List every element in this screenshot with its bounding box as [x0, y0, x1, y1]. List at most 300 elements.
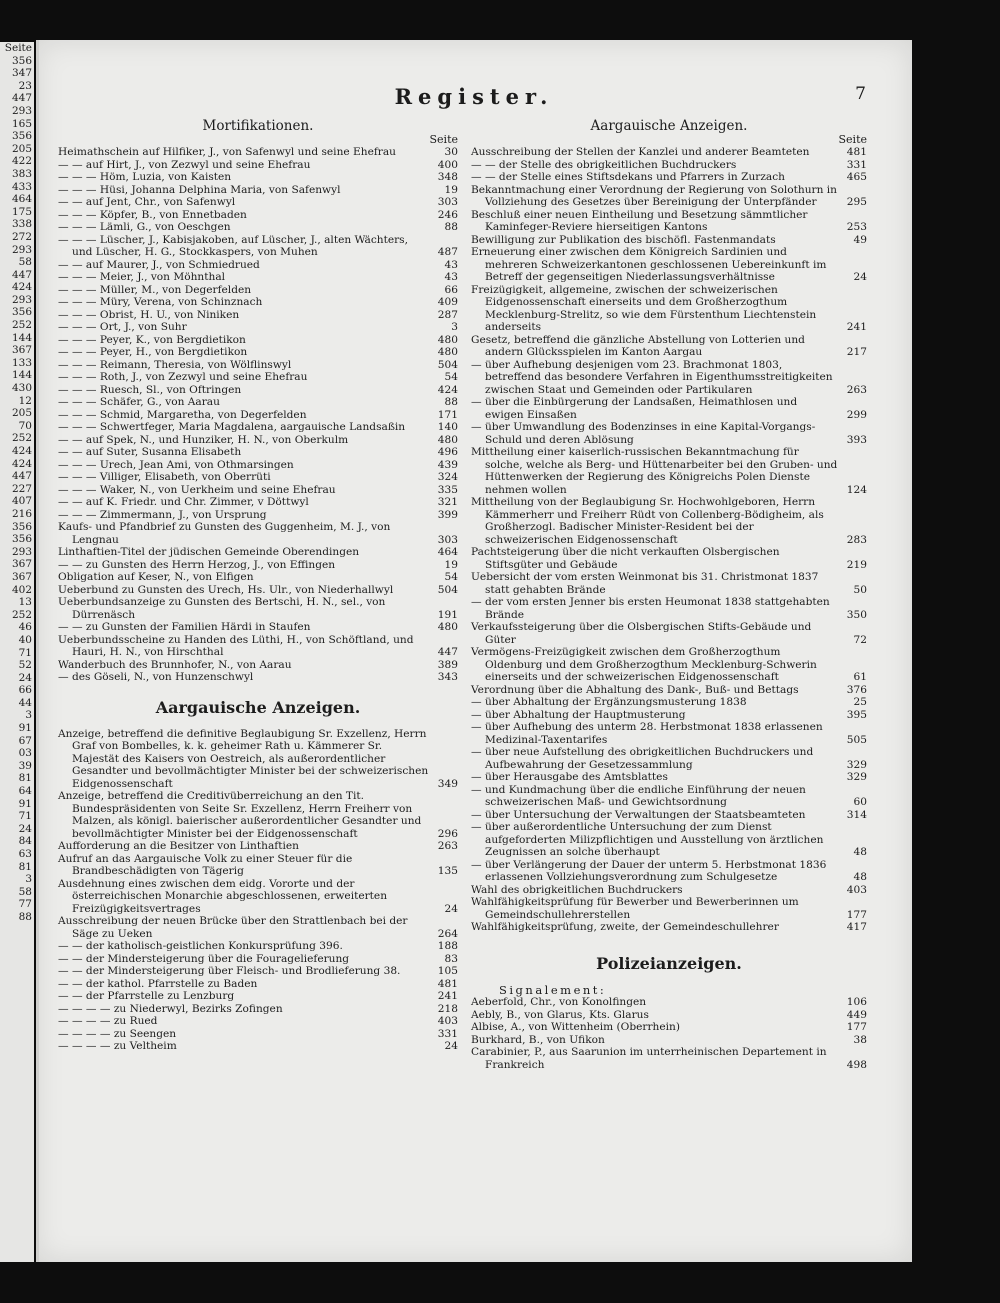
index-entry-page: 246 [437, 208, 458, 221]
index-entry [58, 521, 458, 546]
index-entry-page: 403 [437, 1015, 458, 1027]
previous-page-number: 252 [11, 319, 32, 332]
index-entry-page: 25 [853, 696, 867, 708]
index-entry-text: — — der Stelle eines Stiftsdekans und Pfarrers in Zurzach [471, 171, 785, 183]
index-entry [58, 509, 458, 522]
index-entry [58, 940, 458, 953]
previous-page-number: 356 [11, 306, 32, 319]
previous-page-number: 430 [11, 382, 32, 395]
index-entry [471, 146, 867, 159]
index-entry [471, 771, 867, 784]
index-entry-text: Ausdehnung eines zwischen dem eidg. Vororte und der österreichischen Monarchie abgeschlossenen, erweiterten Freizügigkeitsvertrages [58, 877, 391, 915]
index-entry-page: 449 [846, 1008, 867, 1021]
index-entry [471, 721, 867, 746]
index-entry-page: 321 [437, 496, 458, 508]
index-entry-text: Albise, A., von Wittenheim (Oberrhein) [471, 1021, 680, 1033]
index-entry-text: Erneuerung einer zwischen dem Königreich Sardinien und mehreren Schweizerkantonen geschlossenen Uebereinkunft im Betreff der gegenseitigen Niederlassungsverhältnisse [471, 246, 830, 283]
index-entry-page: 343 [437, 671, 458, 683]
index-entry-page: 263 [846, 383, 867, 396]
index-entry-page: 480 [437, 346, 458, 358]
index-entry-page: 335 [437, 483, 458, 496]
index-entry-page: 24 [853, 271, 867, 283]
index-entry-text: — — der Mindersteigerung über Fleisch- und Brodlieferung 38. [58, 965, 401, 977]
previous-page-number: 293 [11, 243, 32, 256]
index-entry-text: — über die Einbürgerung der Landsaßen, Heimathlosen und ewigen Einsaßen [471, 396, 801, 421]
previous-page-number: 3 [25, 873, 32, 886]
index-entry [58, 321, 458, 334]
index-entry [58, 621, 458, 634]
index-entry-page: 188 [437, 940, 458, 952]
index-entry [58, 346, 458, 359]
index-entry [58, 1040, 458, 1053]
index-entry [471, 546, 867, 571]
index-entry [471, 446, 867, 496]
index-entry-page: 124 [846, 483, 867, 496]
index-entry-page: 349 [437, 777, 458, 790]
index-entry-text: — — der Stelle des obrigkeitlichen Buchdruckers [471, 158, 737, 171]
index-entry-page: 177 [846, 908, 867, 921]
previous-page-number: 407 [11, 495, 32, 508]
index-entry-page: 399 [437, 508, 458, 521]
index-entry-text: Wanderbuch des Brunnhofer, N., von Aarau [58, 658, 292, 671]
index-entry-page: 106 [846, 996, 867, 1008]
previous-page-number: 03 [18, 747, 32, 760]
index-entry-page: 295 [846, 196, 867, 208]
index-entry-page: 263 [437, 840, 458, 852]
index-entry [471, 234, 867, 247]
index-entry [471, 396, 867, 421]
index-entry-text: — über außerordentliche Untersuchung der zum Dienst aufgeforderten Milizpflichtigen und Ausstellung von ärztlichen Zeugnissen an solche überhaupt [471, 821, 827, 858]
index-entry [471, 184, 867, 209]
index-entry [58, 990, 458, 1003]
previous-page-number: 464 [11, 193, 32, 206]
index-entry [471, 746, 867, 771]
previous-page-number: 293 [11, 104, 32, 117]
index-entry-text: Gesetz, betreffend die gänzliche Abstellung von Lotterien und andern Glücksspielen im Kanton Aargau [471, 333, 809, 358]
index-entry-page: 48 [853, 846, 867, 858]
index-entry-page: 60 [853, 796, 867, 808]
index-entry-text: — — der Mindersteigerung über die Fouragelieferung [58, 952, 350, 965]
index-entry [58, 496, 458, 509]
previous-page-number: Seite [4, 42, 32, 54]
page-number: 7 [855, 84, 866, 104]
index-entry-page: 403 [846, 883, 867, 896]
previous-page-number: 23 [18, 79, 32, 92]
mortifikationen-list [58, 146, 458, 684]
index-entry-text: — — auf Maurer, J., von Schmiedrued [58, 258, 260, 271]
previous-page-number: 70 [18, 419, 32, 432]
previous-page-number: 81 [18, 772, 32, 785]
index-entry-text: Anzeige, betreffend die Creditivüberreichung an den Tit. Bundespräsidenten von Seite Sr. Exzellenz, Herrn Freiherr von Malzen, als königl. baierischer außerordentlicher Gesandter und bevollmächtigter Minister bei der Eidgenossenschaft [58, 790, 425, 840]
index-entry [58, 259, 458, 272]
index-entry [58, 409, 458, 422]
previous-page-number: 58 [18, 885, 32, 898]
index-entry-text: — — — Lämli, G., von Oeschgen [58, 221, 231, 233]
index-entry-page: 3 [451, 321, 458, 333]
index-entry-page: 303 [437, 196, 458, 208]
index-entry [471, 696, 867, 709]
index-entry [58, 421, 458, 434]
aargauische-anzeigen-list-left [58, 728, 458, 1053]
previous-page-number: 24 [18, 822, 32, 835]
index-entry-text: Wahl des obrigkeitlichen Buchdruckers [471, 883, 683, 896]
index-entry [471, 1021, 867, 1034]
index-entry-text: — über Abhaltung der Ergänzungsmusterung 1838 [471, 696, 747, 708]
index-entry-page: 303 [437, 533, 458, 546]
index-entry-text: — — — Meier, J., von Möhnthal [58, 271, 226, 283]
index-entry-text: — — — — zu Veltheim [58, 1040, 177, 1052]
index-entry-text: — und Kundmachung über die endliche Einführung der neuen schweizerischen Maß- und Gewichtsordnung [471, 783, 810, 808]
index-entry-page: 481 [437, 977, 458, 990]
index-entry [471, 209, 867, 234]
index-entry-page: 480 [437, 621, 458, 633]
index-entry-text: — — — — zu Niederwyl, Bezirks Zofingen [58, 1002, 283, 1015]
seite-label: Seite [429, 133, 458, 146]
index-entry-text: — — — Ort, J., von Suhr [58, 321, 187, 333]
index-entry-text: — — — Müry, Verena, von Schinznach [58, 296, 263, 308]
index-entry-page: 393 [846, 433, 867, 446]
index-entry-text: — — — Zimmermann, J., von Ursprung [58, 508, 267, 521]
index-entry-text: — — zu Gunsten des Herrn Herzog, J., von Effingen [58, 558, 336, 571]
index-entry [58, 915, 458, 940]
index-entry-text: Ueberbundsanzeige zu Gunsten des Bertschi, H. N., sel., von Dürrenäsch [58, 596, 389, 621]
index-entry-page: 424 [437, 383, 458, 396]
index-entry-text: Carabinier, P., aus Saarunion im unterrheinischen Departement in Frankreich [471, 1046, 830, 1071]
index-entry-page: 331 [846, 158, 867, 171]
index-entry-page: 24 [444, 902, 458, 915]
index-entry-page: 83 [444, 952, 458, 965]
index-entry [58, 371, 458, 384]
index-entry-text: Uebersicht der vom ersten Weinmonat bis 31. Christmonat 1837 statt gehabten Brände [471, 571, 822, 596]
index-entry-page: 487 [437, 246, 458, 258]
index-entry-page: 219 [846, 558, 867, 571]
index-entry-page: 389 [437, 658, 458, 671]
page-title: Register. [394, 84, 554, 109]
index-entry [471, 921, 867, 934]
index-entry [58, 953, 458, 966]
index-entry [58, 284, 458, 297]
index-entry [58, 396, 458, 409]
previous-page-number: 67 [18, 734, 32, 747]
index-entry-page: 350 [846, 608, 867, 621]
previous-page-number: 144 [11, 369, 32, 382]
index-entry-text: — — der kathol. Pfarrstelle zu Baden [58, 977, 258, 990]
index-entry-text: — — — Ruesch, Sl., von Oftringen [58, 383, 242, 396]
index-entry [58, 234, 458, 259]
index-entry-text: Vermögens-Freizügigkeit zwischen dem Großherzogthum Oldenburg und dem Großherzogthum Mecklenburg-Schwerin einerseits und der schweizerischen Eidgenossenschaft [471, 646, 821, 683]
index-entry-text: — — — Köpfer, B., von Ennetbaden [58, 208, 247, 221]
section-title-polizeianzeigen: Polizeianzeigen. [596, 953, 742, 973]
index-entry-text: Aebly, B., von Glarus, Kts. Glarus [471, 1008, 649, 1021]
previous-page-number: 71 [18, 646, 32, 659]
index-entry-text: — über neue Aufstellung des obrigkeitlichen Buchdruckers und Aufbewahrung der Gesetzessammlung [471, 746, 817, 771]
index-entry [471, 884, 867, 897]
index-entry [58, 484, 458, 497]
index-entry-text: — — auf Suter, Susanna Elisabeth [58, 446, 242, 458]
index-entry-text: — — — Obrist, H. U., von Niniken [58, 308, 240, 321]
index-entry [58, 459, 458, 472]
index-entry-page: 217 [846, 346, 867, 358]
index-entry-page: 49 [853, 233, 867, 246]
index-entry-text: — — — Roth, J., von Zezwyl und seine Ehefrau [58, 371, 308, 383]
previous-page-number: 205 [11, 407, 32, 420]
index-entry-text: — — — — zu Seengen [58, 1027, 177, 1040]
register-page [36, 40, 912, 1262]
previous-page-number: 40 [18, 633, 32, 646]
index-entry-page: 253 [846, 221, 867, 233]
index-entry-page: 296 [437, 827, 458, 840]
index-entry [471, 621, 867, 646]
index-entry [471, 421, 867, 446]
index-entry-page: 241 [437, 990, 458, 1002]
index-entry [471, 171, 867, 184]
previous-page-number: 338 [11, 218, 32, 231]
index-entry [471, 571, 867, 596]
previous-page-number: 272 [11, 230, 32, 243]
index-entry-text: — — — — zu Rued [58, 1015, 158, 1027]
previous-page-number: 356 [11, 520, 32, 533]
previous-page-number: 165 [11, 117, 32, 130]
index-entry-text: — — zu Gunsten der Familien Härdi in Staufen [58, 621, 311, 633]
previous-page-number: 422 [11, 155, 32, 168]
index-entry-page: 395 [846, 708, 867, 721]
index-entry-text: Verkaufssteigerung über die Olsbergischen Stifts-Gebäude und Güter [471, 621, 815, 646]
index-entry-text: — über Untersuchung der Verwaltungen der Staatsbeamteten [471, 808, 806, 821]
index-entry-text: — über Umwandlung des Bodenzinses in eine Kapital-Vorgangs-Schuld und deren Ablösung [471, 421, 816, 446]
index-entry [471, 496, 867, 546]
index-entry-text: Verordnung über die Abhaltung des Dank-, Buß- und Bettags [471, 683, 799, 696]
index-entry-text: Ausschreibung der neuen Brücke über den Strattlenbach bei der Säge zu Ueken [58, 915, 411, 940]
index-entry [58, 671, 458, 684]
index-entry-page: 504 [437, 358, 458, 371]
index-entry [58, 209, 458, 222]
index-entry-page: 417 [846, 921, 867, 933]
index-entry-page: 464 [437, 546, 458, 558]
index-entry-text: — — — Schwertfeger, Maria Magdalena, aargauische Landsaßin [58, 421, 406, 433]
previous-page-number: 216 [11, 507, 32, 520]
previous-page-number: 58 [18, 256, 32, 269]
index-entry-page: 241 [846, 321, 867, 333]
index-entry-page: 19 [444, 558, 458, 571]
index-entry-text: — — — Reimann, Theresia, von Wölflinswyl [58, 358, 292, 371]
index-entry-page: 283 [846, 533, 867, 546]
index-entry-text: — — auf Jent, Chr., von Safenwyl [58, 196, 236, 208]
index-entry-text: Anzeige, betreffend die definitive Beglaubigung Sr. Exzellenz, Herrn Graf von Bombelles, k. k. geheimer Rath u. Kämmerer Sr. Majestät des Kaisers von Oestreich, als außerordentlicher Gesandter und bevollmächtigter Minister bei der schweizerischen Eidgenossenschaft [58, 727, 432, 790]
index-entry-page: 88 [444, 221, 458, 233]
previous-page-number: 77 [18, 898, 32, 911]
index-entry-text: Bekanntmachung einer Verordnung der Regierung von Solothurn in Vollziehung des Gesetzes über Bereinigung der Unterpfänder [471, 183, 841, 208]
previous-page-number: 356 [11, 54, 32, 67]
index-entry-page: 505 [846, 733, 867, 746]
index-entry [58, 978, 458, 991]
index-entry [471, 334, 867, 359]
index-entry-text: — über Verlängerung der Dauer der unterm 5. Herbstmonat 1836 erlassenen Vollziehungsverordnung zum Schulgesetze [471, 858, 830, 883]
index-entry [471, 284, 867, 334]
previous-page-number: 252 [11, 608, 32, 621]
index-entry [58, 728, 458, 791]
previous-page-number: 63 [18, 848, 32, 860]
index-entry-page: 135 [437, 865, 458, 877]
index-entry-text: Aufruf an das Aargauische Volk zu einer Steuer für die Brandbeschädigten von Tägerig [58, 852, 356, 877]
previous-page-number: 447 [11, 268, 32, 281]
index-entry-page: 43 [444, 271, 458, 283]
seite-label-right: Seite [838, 133, 867, 146]
index-entry [471, 1046, 867, 1071]
index-entry-text: Ueberbund zu Gunsten des Urech, Hs. Ulr., von Niederhallwyl [58, 583, 394, 596]
previous-page-number: 367 [11, 570, 32, 583]
index-entry [58, 1003, 458, 1016]
index-entry [58, 584, 458, 597]
index-entry [58, 309, 458, 322]
previous-page-number: 64 [18, 785, 32, 798]
index-entry-text: — — der Pfarrstelle zu Lenzburg [58, 990, 235, 1002]
previous-page-number: 367 [11, 558, 32, 571]
index-entry [471, 809, 867, 822]
index-entry-page: 66 [444, 283, 458, 296]
index-entry [58, 384, 458, 397]
previous-page-number: 447 [11, 470, 32, 483]
previous-page-number: 356 [11, 130, 32, 143]
index-entry-text: — der vom ersten Jenner bis ersten Heumonat 1838 stattgehabten Brände [471, 596, 834, 621]
index-entry [471, 684, 867, 697]
previous-page-number: 424 [11, 281, 32, 294]
index-entry-page: 72 [853, 633, 867, 646]
index-entry [58, 546, 458, 559]
index-entry-text: Beschluß einer neuen Eintheilung und Besetzung sämmtlicher Kaminfeger-Reviere hierseitigen Kantons [471, 208, 811, 233]
index-entry-text: Mittheilung von der Beglaubigung Sr. Hochwohlgeboren, Herrn Kämmerherr und Freiherr Rüdt von Collenberg-Bödigheim, als Großherzogl. Badischer Minister-Resident bei der schweizerischen Eidgenossenschaft [471, 496, 828, 546]
index-entry-text: — über Aufhebung des unterm 28. Herbstmonat 1838 erlassenen Medizinal-Taxentarifes [471, 721, 827, 746]
index-entry [471, 859, 867, 884]
index-entry [58, 1015, 458, 1028]
index-entry-page: 299 [846, 408, 867, 421]
index-entry [58, 184, 458, 197]
index-entry [58, 471, 458, 484]
index-entry-page: 191 [437, 608, 458, 621]
previous-page-number: 12 [18, 394, 32, 407]
previous-page-number: 71 [18, 810, 32, 823]
index-entry-text: — über Abhaltung der Hauptmusterung [471, 708, 686, 721]
index-entry [58, 159, 458, 172]
previous-page-number: 367 [11, 344, 32, 357]
index-entry-text: — — auf Spek, N., und Hunziker, H. N., von Oberkulm [58, 433, 349, 446]
index-entry-text: — — — Schäfer, G., von Aarau [58, 396, 220, 408]
index-entry-text: — — — Höm, Luzia, von Kaisten [58, 171, 232, 183]
index-entry-page: 105 [437, 965, 458, 977]
section-title-aargauische-anzeigen: Aargauische Anzeigen. [155, 697, 361, 717]
index-entry-page: 88 [444, 396, 458, 408]
index-entry [58, 659, 458, 672]
index-entry [471, 646, 867, 684]
index-entry-page: 329 [846, 758, 867, 771]
index-entry-page: 50 [853, 583, 867, 596]
index-entry [58, 559, 458, 572]
index-entry [58, 271, 458, 284]
index-entry-page: 324 [437, 471, 458, 483]
index-entry [58, 221, 458, 234]
index-entry [471, 821, 867, 859]
previous-page-number: 447 [11, 92, 32, 105]
previous-page-number: 347 [11, 67, 32, 80]
index-entry-page: 54 [444, 571, 458, 583]
index-entry-page: 331 [437, 1027, 458, 1040]
index-entry-page: 447 [437, 646, 458, 658]
previous-page-number: 402 [11, 583, 32, 596]
index-entry-text: — — auf Hirt, J., von Zezwyl und seine Ehefrau [58, 158, 311, 171]
index-entry-text: Aeberfold, Chr., von Konolfingen [471, 996, 647, 1008]
index-entry-text: Ausschreibung der Stellen der Kanzlei und anderer Beamteten [471, 146, 810, 158]
index-entry-page: 348 [437, 171, 458, 183]
right-column [471, 118, 867, 1071]
index-entry [58, 334, 458, 347]
previous-page-number: 81 [18, 860, 32, 873]
index-entry-text: Bewilligung zur Publikation des bischöfl. Fastenmandats [471, 233, 776, 246]
previous-page-number: 133 [11, 356, 32, 369]
index-entry-text: Wahlfähigkeitsprüfung für Bewerber und Bewerberinnen um Gemeindschullehrerstellen [471, 896, 803, 921]
index-entry [58, 171, 458, 184]
index-entry-text: Obligation auf Keser, N., von Elfigen [58, 571, 254, 583]
previous-page-number: 293 [11, 545, 32, 558]
index-entry-text: Freizügigkeit, allgemeine, zwischen der schweizerischen Eidgenossenschaft einerseits und dem Großherzogthum Mecklenburg-Strelitz, so wie dem Fürstenthum Liechtenstein anderseits [471, 283, 820, 333]
index-entry-page: 19 [444, 183, 458, 196]
previous-page-number: 88 [18, 910, 32, 923]
aargauische-anzeigen-list-right [471, 146, 867, 934]
index-entry-page: 61 [853, 671, 867, 683]
index-entry-text: — — auf K. Friedr. und Chr. Zimmer, v Döttwyl [58, 496, 309, 508]
previous-page-number: 39 [18, 759, 32, 772]
index-entry [471, 159, 867, 172]
index-entry-page: 400 [437, 158, 458, 171]
previous-page-number: 13 [18, 596, 32, 609]
index-entry [471, 996, 867, 1009]
index-entry-text: — über Aufhebung desjenigen vom 23. Brachmonat 1803, betreffend das besondere Verfahren in Eigenthumsstreitigkeiten zwischen Staat und Gemeinden oder Partikularen [471, 358, 836, 396]
index-entry [58, 1028, 458, 1041]
previous-page-number: 205 [11, 142, 32, 155]
previous-page-number: 424 [11, 445, 32, 457]
index-entry-text: — des Göseli, N., von Hunzenschwyl [58, 671, 254, 683]
index-entry-page: 504 [437, 583, 458, 596]
index-entry-page: 171 [437, 408, 458, 421]
index-entry [471, 596, 867, 621]
index-entry-page: 480 [437, 333, 458, 346]
index-entry-text: — — — Urech, Jean Ami, von Othmarsingen [58, 458, 294, 471]
index-entry-text: — — — Lüscher, J., Kabisjakoben, auf Lüscher, J., alten Wächters, und Lüscher, H. G., Stockkaspers, von Muhen [58, 233, 412, 258]
previous-page-number: 383 [11, 167, 32, 180]
previous-page-number: 227 [11, 482, 32, 495]
index-entry-text: — — — Müller, M., von Degerfelden [58, 283, 252, 296]
index-entry-page: 264 [437, 927, 458, 940]
index-entry-text: — — — Peyer, H., von Bergdietikon [58, 346, 248, 358]
index-entry-page: 498 [846, 1058, 867, 1071]
index-entry-text: — — — Villiger, Elisabeth, von Oberrüti [58, 471, 271, 483]
left-column [58, 118, 458, 1053]
index-entry [58, 446, 458, 459]
index-entry-page: 140 [437, 421, 458, 433]
previous-page-number: 3 [25, 709, 32, 722]
index-entry [58, 296, 458, 309]
index-entry-page: 496 [437, 446, 458, 458]
index-entry-page: 480 [437, 433, 458, 446]
signalement-subtitle: Signalement: [499, 982, 607, 997]
index-entry-page: 409 [437, 296, 458, 308]
index-entry-text: Wahlfähigkeitsprüfung, zweite, der Gemeindeschullehrer [471, 921, 779, 933]
section-title-mortifikationen: Mortifikationen. [202, 118, 314, 134]
index-entry-page: 465 [846, 171, 867, 183]
index-entry-page: 314 [846, 808, 867, 821]
page-fold [36, 40, 39, 1262]
previous-page-number: 24 [18, 671, 32, 684]
index-entry-page: 177 [846, 1021, 867, 1033]
index-entry-page: 43 [444, 258, 458, 271]
